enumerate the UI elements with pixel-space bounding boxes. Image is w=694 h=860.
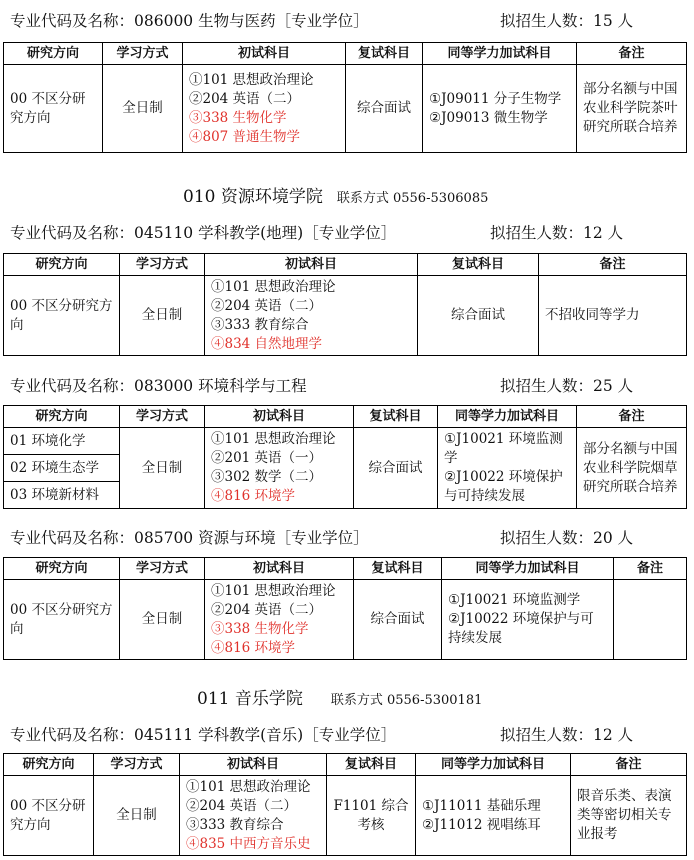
major-title [10, 374, 634, 396]
header-mode: 学习方式 [103, 43, 183, 65]
enrollment-plan: 拟招生人数：20 人 [500, 529, 634, 547]
remark-cell: 部分名额与中国农业科学院茶叶研究所联合培养 [577, 65, 687, 153]
subject-item: ①101 思想政治理论 [211, 278, 336, 295]
subject-item: ③333 教育综合 [211, 316, 309, 333]
header-direction: 研究方向 [4, 406, 120, 428]
enrollment-plan: 拟招生人数：12 人 [490, 224, 624, 242]
subject-item: ②204 英语（二） [211, 297, 323, 314]
retest-cell: 综合面试 [418, 276, 539, 356]
college-heading [183, 182, 488, 207]
initial-subjects-cell [183, 65, 346, 153]
initial-subjects-cell [180, 776, 327, 856]
extra-subjects-cell [438, 428, 577, 509]
header-direction: 研究方向 [4, 43, 103, 65]
subject-item: ③338 生物化学 [211, 620, 309, 637]
extra-subjects-cell [416, 776, 571, 856]
mode-cell: 全日制 [120, 428, 205, 509]
direction-cell: 03 环境新材料 [4, 482, 120, 509]
major-name: 专业代码及名称：045111 学科教学(音乐)［专业学位］ [10, 726, 397, 744]
header-initial: 初试科目 [205, 254, 418, 276]
subject-item: ②204 英语（二） [211, 601, 323, 618]
major-name: 专业代码及名称：083000 环境科学与工程 [10, 377, 307, 395]
major-title [10, 526, 634, 548]
header-remark: 备注 [614, 558, 687, 580]
header-mode: 学习方式 [120, 558, 205, 580]
subject-item: ③338 生物化学 [189, 109, 287, 126]
major-name: 专业代码及名称：045110 学科教学(地理)［专业学位］ [10, 224, 397, 242]
college-contact: 联系方式 0556-5300181 [330, 693, 483, 708]
table-row [4, 65, 687, 153]
header-mode: 学习方式 [120, 406, 205, 428]
subject-item: ④816 环境学 [211, 639, 296, 656]
header-remark: 备注 [577, 406, 687, 428]
direction-cell: 00 不区分研究方向 [4, 65, 103, 153]
major-title [10, 723, 634, 745]
mode-cell: 全日制 [120, 580, 205, 660]
retest-cell: F1101 综合考核 [327, 776, 416, 856]
extra-item: ②J10022 环境保护与可持续发展 [444, 469, 563, 504]
subject-item: ①101 思想政治理论 [186, 778, 311, 795]
enrollment-plan: 拟招生人数：12 人 [500, 726, 634, 744]
header-remark: 备注 [577, 43, 687, 65]
major-name: 专业代码及名称：086000 生物与医药［专业学位］ [10, 12, 369, 30]
extra-item: ②J10022 环境保护与可持续发展 [448, 611, 594, 646]
extra-item: ①J11011 基础乐理 [422, 797, 541, 814]
extra-subjects-cell [442, 580, 614, 660]
remark-cell [614, 580, 687, 660]
header-extra: 同等学力加试科目 [438, 406, 577, 428]
header-retest: 复试科目 [354, 558, 442, 580]
subject-item: ③333 教育综合 [186, 816, 284, 833]
table-row [4, 776, 687, 856]
header-extra: 同等学力加试科目 [442, 558, 614, 580]
direction-cell: 00 不区分研究方向 [4, 580, 120, 660]
header-direction: 研究方向 [4, 558, 120, 580]
header-retest: 复试科目 [327, 754, 416, 776]
header-initial: 初试科目 [205, 406, 354, 428]
extra-item: ①J10021 环境监测学 [444, 431, 563, 466]
major-table [3, 253, 687, 356]
college-contact: 联系方式 0556-5306085 [336, 191, 489, 206]
header-retest: 复试科目 [418, 254, 539, 276]
major-table [3, 405, 687, 509]
subject-item: ①101 思想政治理论 [211, 582, 336, 599]
enrollment-plan: 拟招生人数：15 人 [500, 12, 634, 30]
subject-item: ④816 环境学 [211, 488, 296, 504]
major-table [3, 753, 687, 856]
extra-subjects-cell [423, 65, 577, 153]
college-name: 011 音乐学院 [197, 689, 303, 709]
major-title [10, 9, 634, 31]
header-initial: 初试科目 [183, 43, 346, 65]
enrollment-plan: 拟招生人数：25 人 [500, 377, 634, 395]
extra-item: ①J10021 环境监测学 [448, 592, 581, 608]
direction-cell: 02 环境生态学 [4, 455, 120, 482]
direction-cell: 00 不区分研究方向 [4, 276, 120, 356]
subject-item: ④807 普通生物学 [189, 128, 301, 145]
header-initial: 初试科目 [180, 754, 327, 776]
initial-subjects-cell [205, 276, 418, 356]
extra-item: ②J09013 微生物学 [429, 109, 548, 126]
subject-item: ④835 中西方音乐史 [186, 835, 311, 852]
major-table [3, 557, 687, 660]
initial-subjects-cell [205, 428, 354, 509]
extra-item: ②J11012 视唱练耳 [422, 816, 541, 833]
table-row [4, 428, 687, 455]
subject-item: ②204 英语（二） [189, 90, 301, 107]
direction-cell: 01 环境化学 [4, 428, 120, 455]
table-row [4, 580, 687, 660]
mode-cell: 全日制 [103, 65, 183, 153]
header-direction: 研究方向 [4, 754, 94, 776]
header-retest: 复试科目 [354, 406, 438, 428]
major-name: 专业代码及名称：085700 资源与环境［专业学位］ [10, 529, 369, 547]
header-extra: 同等学力加试科目 [416, 754, 571, 776]
initial-subjects-cell [205, 580, 354, 660]
header-mode: 学习方式 [120, 254, 205, 276]
college-heading [197, 684, 482, 709]
retest-cell: 综合面试 [354, 428, 438, 509]
subject-item: ②201 英语（一） [211, 450, 323, 466]
header-extra: 同等学力加试科目 [423, 43, 577, 65]
header-mode: 学习方式 [94, 754, 180, 776]
major-table [3, 42, 687, 153]
retest-cell: 综合面试 [354, 580, 442, 660]
header-initial: 初试科目 [205, 558, 354, 580]
table-row [4, 276, 687, 356]
subject-item: ①101 思想政治理论 [189, 71, 314, 88]
retest-cell: 综合面试 [346, 65, 423, 153]
header-direction: 研究方向 [4, 254, 120, 276]
subject-item: ④834 自然地理学 [211, 335, 323, 352]
header-remark: 备注 [571, 754, 687, 776]
subject-item: ②204 英语（二） [186, 797, 298, 814]
college-name: 010 资源环境学院 [183, 187, 323, 207]
remark-cell: 部分名额与中国农业科学院烟草研究所联合培养 [577, 428, 687, 509]
subject-item: ③302 数学（二） [211, 469, 323, 485]
subject-item: ①101 思想政治理论 [211, 431, 336, 447]
header-retest: 复试科目 [346, 43, 423, 65]
extra-item: ①J09011 分子生物学 [429, 90, 562, 107]
header-remark: 备注 [539, 254, 687, 276]
major-title [10, 221, 624, 243]
mode-cell: 全日制 [120, 276, 205, 356]
mode-cell: 全日制 [94, 776, 180, 856]
direction-cell: 00 不区分研究方向 [4, 776, 94, 856]
remark-cell: 不招收同等学力 [539, 276, 687, 356]
remark-cell: 限音乐类、表演类等密切相关专业报考 [571, 776, 687, 856]
